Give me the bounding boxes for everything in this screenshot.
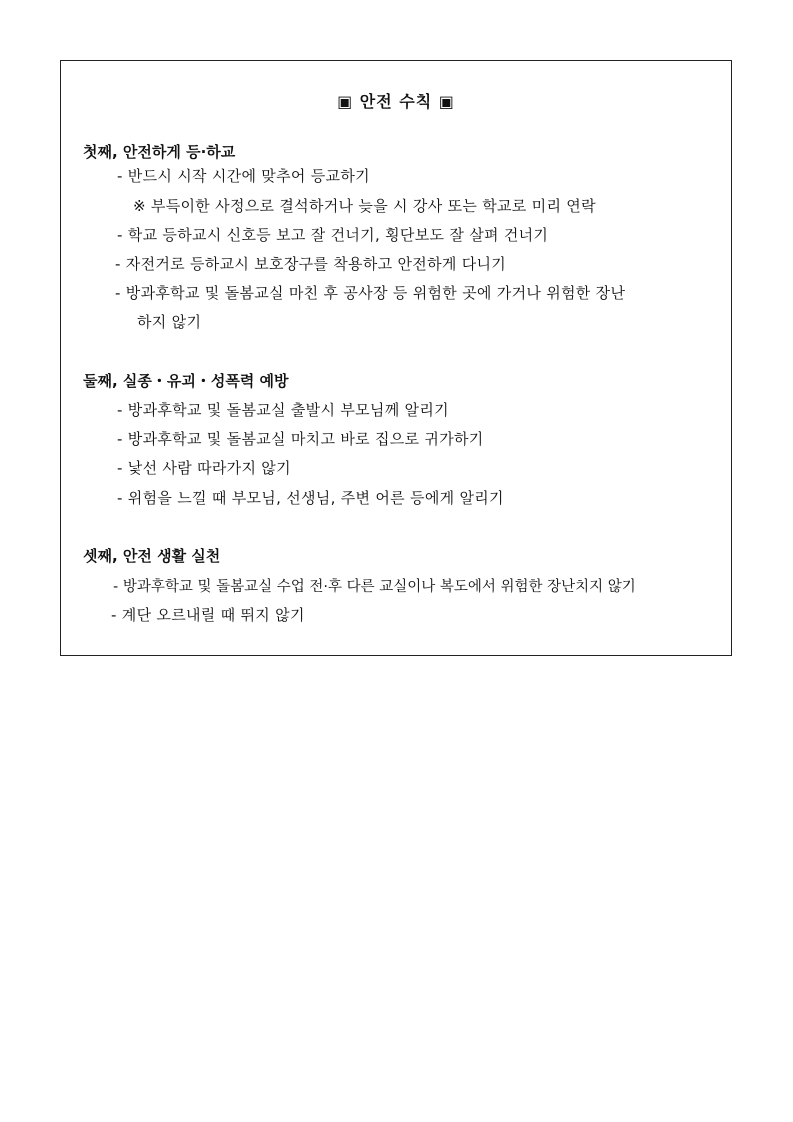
section-heading-3: 셋째, 안전 생활 실천 (83, 547, 221, 565)
section-1-item-3: - 학교 등하교시 신호등 보고 잘 건너기, 횡단보도 잘 살펴 건너기 (117, 226, 549, 244)
section-1-item-5: - 방과후학교 및 돌봄교실 마친 후 공사장 등 위험한 곳에 가거나 위험한 장난 (115, 284, 626, 302)
section-2-item-2: - 방과후학교 및 돌봄교실 마치고 바로 집으로 귀가하기 (117, 430, 484, 448)
section-1-item-1: - 반드시 시작 시간에 맞추어 등교하기 (117, 167, 370, 185)
section-3-item-1: - 방과후학교 및 돌봄교실 수업 전·후 다른 교실이나 복도에서 위험한 장난치지 않기 (113, 579, 636, 595)
section-2-item-1: - 방과후학교 및 돌봄교실 출발시 부모님께 알리기 (117, 401, 449, 419)
document-title: ▣ 안전 수칙 ▣ (337, 92, 455, 111)
safety-rules-box (60, 60, 732, 656)
section-1-item-2: ※ 부득이한 사정으로 결석하거나 늦을 시 강사 또는 학교로 미리 연락 (133, 197, 596, 215)
section-1-item-5-continued: 하지 않기 (137, 313, 202, 331)
section-2-item-3: - 낯선 사람 따라가지 않기 (117, 459, 291, 477)
section-3-item-2: - 계단 오르내릴 때 뛰지 않기 (111, 606, 305, 624)
section-1-item-4: - 자전거로 등하교시 보호장구를 착용하고 안전하게 다니기 (115, 255, 507, 273)
section-heading-2: 둘째, 실종・유괴・성폭력 예방 (83, 372, 289, 390)
section-heading-1: 첫째, 안전하게 등·하교 (83, 143, 236, 161)
section-2-item-4: - 위험을 느낄 때 부모님, 선생님, 주변 어른 등에게 알리기 (117, 489, 504, 507)
